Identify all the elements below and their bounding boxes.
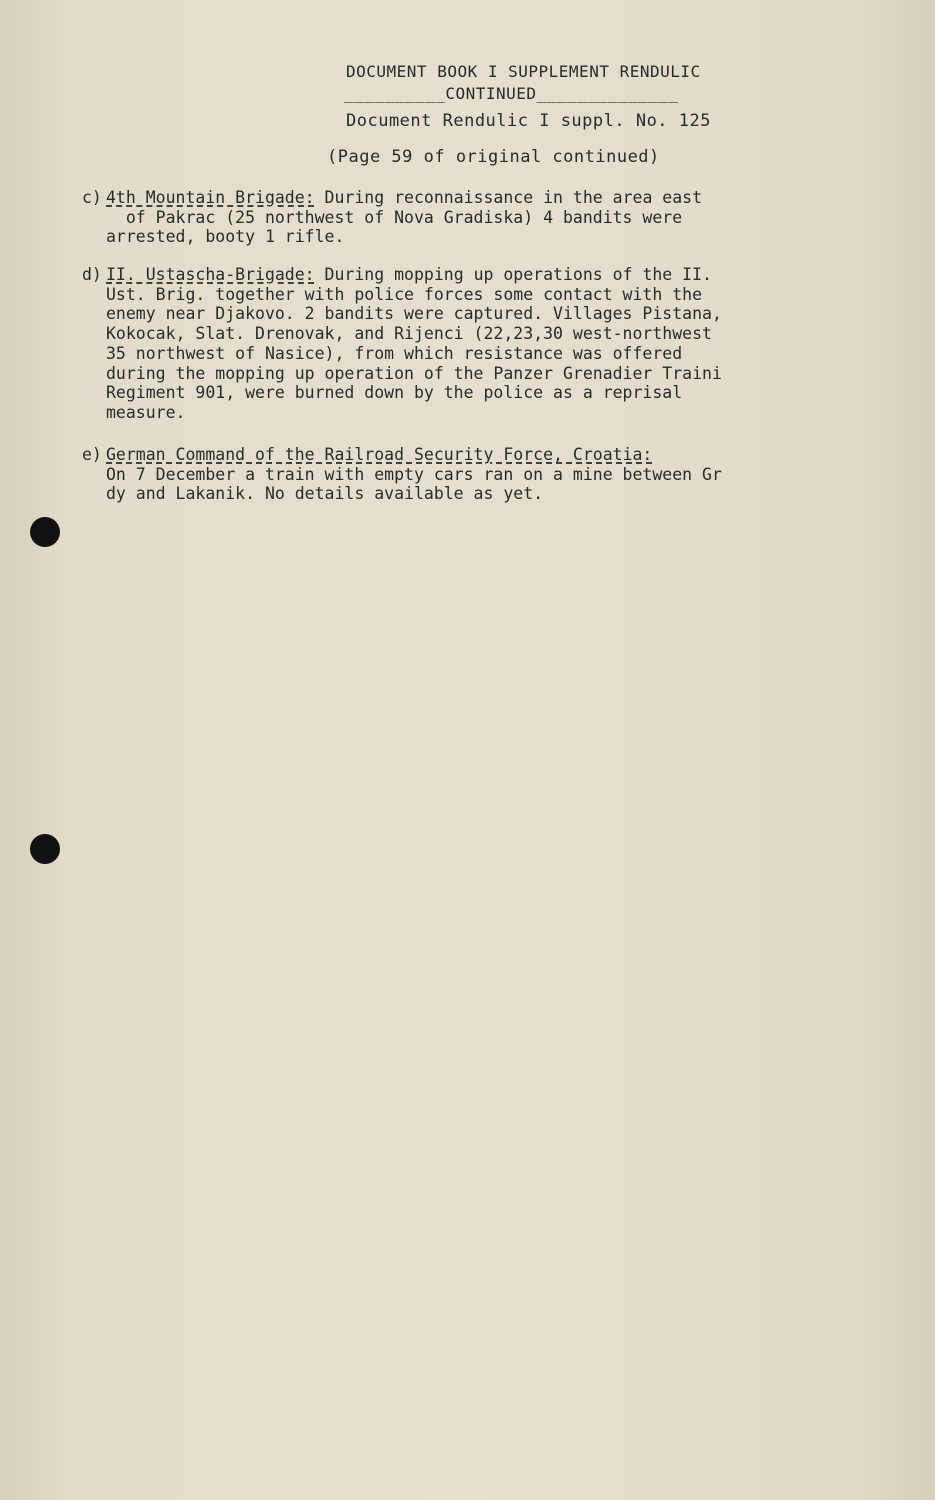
paragraph-e: e) German Command of the Railroad Security Force, Croatia: On 7 December a train with empty cars ran on a mine between Gr dy and Lakanik. No details available as yet. bbox=[82, 445, 722, 504]
continued-label: __________CONTINUED______________ bbox=[344, 84, 679, 103]
paragraph-d: d) II. Ustascha-Brigade: During mopping up operations of the II. Ust. Brig. together with police forces some contact with the enemy near Djakovo. 2 bandits were captured. Villages Pistana, Kokocak, Slat. Drenovak, and Rijenci (22,23,30 west-northwest 35 northwest of Nasice), from which resistance was offered during the mopping up operation of the Panzer Grenadier Traini Regiment 901, were burned down by the police as a reprisal measure. bbox=[82, 265, 722, 422]
paragraph-marker: d) bbox=[82, 265, 102, 284]
punch-hole-top bbox=[30, 517, 60, 547]
punch-hole-bottom bbox=[30, 834, 60, 864]
document-reference: Document Rendulic I suppl. No. 125 bbox=[346, 111, 711, 131]
paragraph-heading: 4th Mountain Brigade: bbox=[106, 188, 315, 207]
paragraph-c: c) 4th Mountain Brigade: During reconnaissance in the area east of Pakrac (25 northwest of Nova Gradiska) 4 bandits were arrested, booty 1 rifle. bbox=[82, 188, 703, 247]
paragraph-heading: II. Ustascha-Brigade: bbox=[106, 265, 315, 284]
paragraph-marker: e) bbox=[82, 445, 102, 464]
document-title: DOCUMENT BOOK I SUPPLEMENT RENDULIC bbox=[346, 62, 701, 81]
paragraph-heading: German Command of the Railroad Security Force, Croatia: bbox=[106, 445, 653, 464]
page-note: (Page 59 of original continued) bbox=[327, 147, 660, 167]
paragraph-marker: c) bbox=[82, 188, 102, 207]
